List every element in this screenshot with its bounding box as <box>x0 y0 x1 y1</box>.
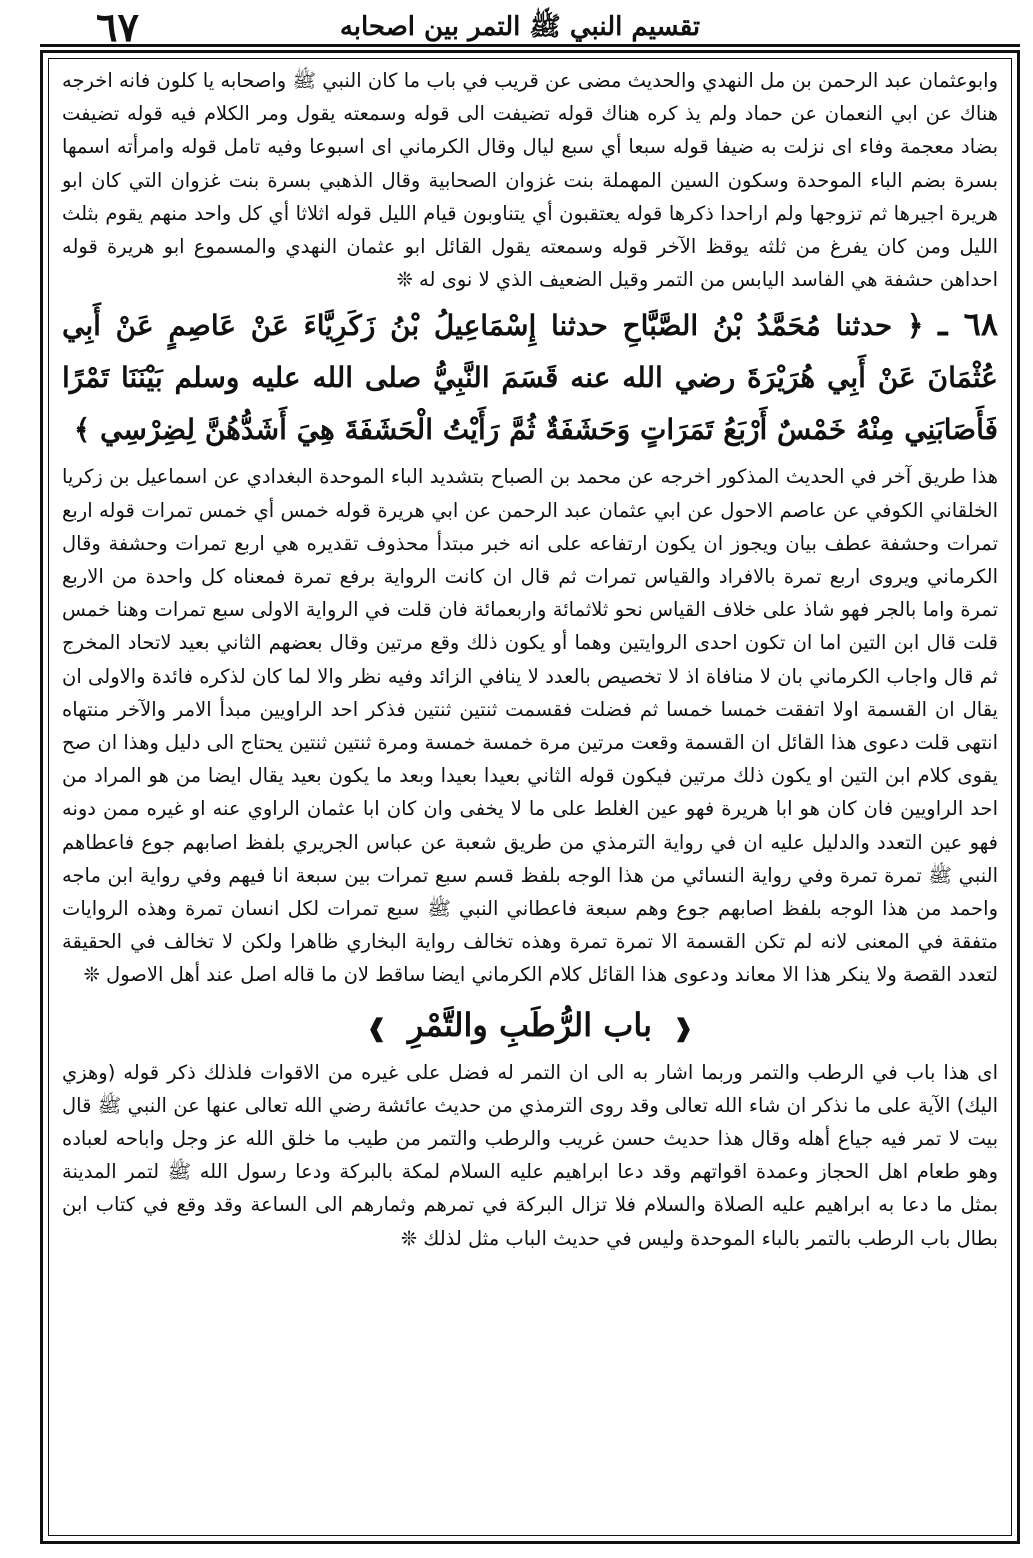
page-number: ٦٧ <box>96 4 139 51</box>
chapter-heading <box>62 1006 998 1044</box>
chapter-title: باب الرُّطَبِ والتَّمْرِ <box>407 1005 653 1044</box>
hadith-text: ﴿ حدثنا مُحَمَّدُ بْنُ الصَّبَّاحِ حدثنا إِسْمَاعِيلُ بْنُ زَكَرِيَّاءَ عَنْ عَاصِمٍ عَنْ أَبِي عُثْمَانَ عَنْ أَبِي هُرَيْرَةَ رضي الله عنه قَسَمَ النَّبِيُّ صلى الله عليه وسلم بَيْنَنَا تَمْرًا فَأَصَابَنِي مِنْهُ خَمْسٌ أَرْبَعُ تَمَرَاتٍ وَحَشَفَةٌ ثُمَّ رَأَيْتُ الْحَشَفَةَ هِيَ أَشَدُّهُنَّ لِضِرْسِي ﴾ <box>62 309 998 447</box>
commentary-paragraph-3: اى هذا باب في الرطب والتمر وربما اشار به الى ان التمر له فضل على غيره من الاقوات فلذلك ذكر قوله (وهزي اليك) الآية على ما نذكر ان شاء الله تعالى وقد روى الترمذي من حديث عائشة رضي الله تعالى عنها عن النبي ﷺ قال بيت لا تمر فيه جياع أهله وقال هذا حديث حسن غريب والرطب والتمر من طيب ما خلق الله عز وجل واباحه لعباده وهو طعام اهل الحجاز وعمدة اقواتهم وقد دعا ابراهيم عليه السلام لمكة بالبركة ودعا رسول الله ﷺ لتمر المدينة بمثل ما دعا به ابراهيم عليه الصلاة والسلام فلا تزال البركة في تمرهم وثمارهم الى الساعة وقد وقع في كتاب ابن بطال باب الرطب بالتمر بالباء الموحدة وليس في حديث الباب مثل لذلك ❊ <box>62 1060 998 1250</box>
commentary-paragraph-2: هذا طريق آخر في الحديث المذكور اخرجه عن محمد بن الصباح بتشديد الباء الموحدة البغدادي عن اسماعيل بن زكريا الخلقاني الكوفي عن عاصم الاحول عن ابي عثمان عبد الرحمن عن ابي هريرة قوله خمس أي خمس تمرات قوله اربع تمرات وحشفة عطف بيان ويجوز ان يكون ارتفاعه على انه خبر مبتدأ محذوف تقديره هي اربع تمرات وحشفة وقال الكرماني ويروى اربع تمرة بالافراد والقياس تمرات ثم قال ان كانت الرواية برفع تمرة فمعناه كل واحدة من الاربع تمرة واما بالجر فهو شاذ على خلاف القياس نحو ثلاثمائة واربعمائة فان قلت في الرواية الاولى سبع تمرات وهنا خمس قلت قال ابن التين اما ان تكون احدى الروايتين وهما أو يكون ذلك وقع مرتين وقال بعضهم الثاني بعيد لاتحاد المخرج ثم قال واجاب الكرماني بان لا منافاة اذ لا تخصيص بالعدد لا ينافي الزائد وفيه نظر والا لما كان لذكره فائدة والاولى ان يقال ان القسمة اولا اتفقت خمسا خمسا ثم فضلت فقسمت ثنتين ثنتين فذكر احد الراويين مبدأ الامر والآخر منتهاه انتهى قلت دعوى هذا القائل ان القسمة وقعت مرتين مرة خمسة خمسة ومرة ثنتين ثنتين يحتاج الى دليل وهذا ان صح يقوى كلام ابن التين او يكون ذلك مرتين فيكون قوله الثاني بعيدا بعيدا وبعد ما يكون بعيد يقال ايضا من هو المراد من احد الراويين فان كان هو ابا هريرة فهو عين الغلط على ما لا يخفى وان كان ابا عثمان الراوي عنه او غيره ممن دونه فهو عين التعدد والدليل عليه ان في رواية الترمذي من طريق شعبة عن عباس الجريري بلفظ اصابهم جوع فاعطاهم النبي ﷺ تمرة تمرة وفي رواية النسائي من هذا الوجه بلفظ قسم سبع تمرات بين سبعة انا فيهم وفي رواية ابن ماجه واحمد من هذا الوجه بلفظ اصابهم جوع وهم سبعة فاعطاني النبي ﷺ سبع تمرات لكل انسان تمرة وهذه الروايات متفقة في المعنى لانه لم تكن القسمة الا تمرة تمرة وهذه تخالف رواية البخاري ظاهرا ولكن لا تخالف في الحقيقة لتعدد القصة ولا ينكر هذا الا معاند ودعوى هذا القائل كلام الكرماني ايضا ساقط لان ما قاله اصل عند أهل الاصول ❊ <box>62 465 998 987</box>
ornament-right-icon: ❰ <box>673 1012 694 1042</box>
hadith-68 <box>62 298 998 456</box>
running-title: تقسيم النبي ﷺ التمر بين اصحابه <box>339 12 701 42</box>
page-body <box>62 64 998 1255</box>
hadith-number: ٦٨ ـ <box>938 305 999 344</box>
ornament-left-icon: ❱ <box>366 1012 387 1042</box>
commentary-paragraph-1: وابوعثمان عبد الرحمن بن مل النهدي والحديث مضى عن قريب في باب ما كان النبي ﷺ واصحابه يا كلون فانه اخرجه هناك عن ابي النعمان عن حماد ولم يذ كره هناك قوله تضيفت الى قوله وسمعته يقول ومر الكلام فيه قوله تضيفت بضاد معجمة وفاء اى نزلت به ضيفا قوله سبعا أي سبع ليال وقال الكرماني اى اسبوعا وفيه تامل قوله وامرأته اسمها بسرة بضم الباء الموحدة وسكون السين المهملة بنت غزوان الصحابية وقال الذهبي بسرة بنت غزوان التي كان ابو هريرة اجيرها ثم تزوجها ولم اراحدا ذكرها قوله يعتقبون أي يتناوبون قيام الليل قوله اثلاثا أي كل واحد منهم يقوم بثلث الليل ومن كان يفرغ من ثلثه يوقظ الآخر قوله وسمعته يقول القائل ابو عثمان النهدي والمسموع ابو هريرة قوله احداهن حشفة هي الفاسد اليابس من التمر وقيل الضعيف الذي لا نوى له ❊ <box>62 69 998 292</box>
header-rule <box>40 44 1020 47</box>
